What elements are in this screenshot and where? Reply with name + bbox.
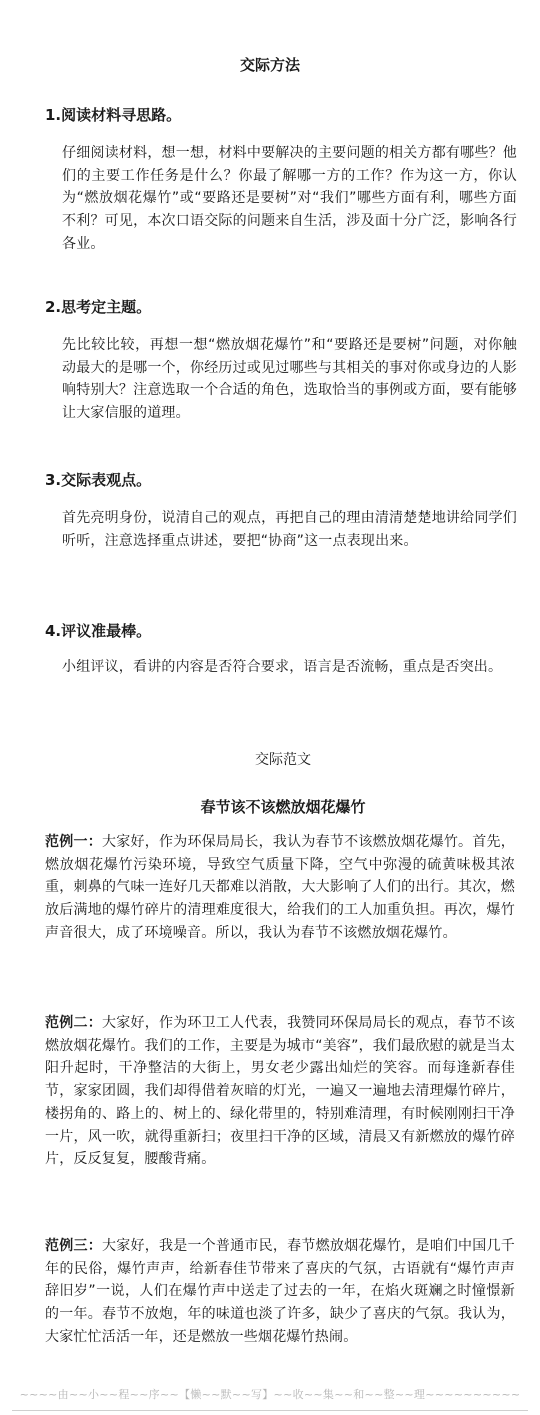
section-text-4: 小组评议，看讲的内容是否符合要求，语言是否流畅，重点是否突出。	[62, 659, 503, 675]
section-heading-4: 4.评议准最棒。	[45, 622, 152, 640]
page-title: 交际方法	[239, 56, 300, 74]
example-1-text: 大家好，作为环保局局长，我认为春节不该燃放烟花爆竹。首先，燃放烟花爆竹污染环境，导致空气质量下降，空气中弥漫的硫黄味极其浓重，刺鼻的气味一连好几天都难以消散，大大影响了人们的出行。其次，燃放后满地的爆竹碎片的清理难度很大，给我们的工人加重负担。再次，爆竹声音很大，成了环境噪音。所以，我认为春节不该燃放烟花爆竹。	[45, 834, 515, 941]
section-text-1: 仔细阅读材料，想一想，材料中要解决的主要问题的相关方都有哪些？他们的主要工作任务是什么？你最了解哪一方的工作？作为这一方，你认为“燃放烟花爆竹”或“要路还是要树”对“我们”哪些方面有利，哪些方面不利？可见，本次口语交际的问题来自生活，涉及面十分广泛，影响各行各业。	[62, 145, 517, 252]
example-2-label: 范例二：	[45, 1015, 102, 1031]
example-2-text: 大家好，作为环卫工人代表，我赞同环保局局长的观点，春节不该燃放烟花爆竹。我们的工作，主要是为城市“美容”，我们最欣慰的就是当太阳升起时，干净整洁的大街上，男女老少露出灿烂的笑容。而每逢新春佳节，家家团圆，我们却得借着灰暗的灯光，一遍又一遍地去清理爆竹碎片，楼拐角的、路上的、树上的、绿化带里的，特别难清理，有时候刚刚扫干净一片，风一吹，就得重新扫；夜里扫干净的区域，清晨又有新燃放的爆竹碎片，反反复复，腰酸背痛。	[45, 1015, 515, 1168]
section-heading-2: 2.思考定主题。	[45, 298, 152, 316]
example-1-label: 范例一：	[45, 834, 102, 850]
example-3-text: 大家好，我是一个普通市民，春节燃放烟花爆竹，是咱们中国几千年的民俗，爆竹声声，给新春佳节带来了喜庆的气氛，古语就有“爆竹声声辞旧岁”一说，人们在爆竹声中送走了过去的一年，在焰火斑斓之时憧憬新的一年。春节不放炮，年的味道也淡了许多，缺少了喜庆的气氛。我认为，大家忙忙活活一年，还是燃放一些烟花爆竹热闹。	[45, 1238, 515, 1345]
section-text-3: 首先亮明身份，说清自己的观点，再把自己的理由清清楚楚地讲给同学们听听，注意选择重点讲述，要把“协商”这一点表现出来。	[62, 510, 517, 549]
example-2	[45, 1012, 515, 1171]
footer-divider	[12, 1410, 528, 1411]
sample-section-title: 交际范文	[255, 752, 311, 768]
example-3	[45, 1235, 515, 1349]
essay-title: 春节该不该燃放烟花爆竹	[200, 798, 366, 816]
example-3-label: 范例三：	[45, 1238, 102, 1254]
section-text-2: 先比较比较，再想一想“燃放烟花爆竹”和“要路还是要树”问题，对你触动最大的是哪一个，你经历过或见过哪些与其相关的事对你或身边的人影响特别大？注意选取一个合适的角色，选取恰当的事例或方面，要有能够让大家信服的道理。	[62, 337, 517, 422]
section-heading-3: 3.交际表观点。	[45, 471, 152, 489]
example-1	[45, 831, 515, 945]
section-heading-1: 1.阅读材料寻思路。	[45, 106, 182, 124]
footer-watermark: ~~~~由~~小~~程~~序~~【懒~~默~~写】~~收~~集~~和~~整~~理~~~~~~~~~~	[19, 1388, 521, 1401]
